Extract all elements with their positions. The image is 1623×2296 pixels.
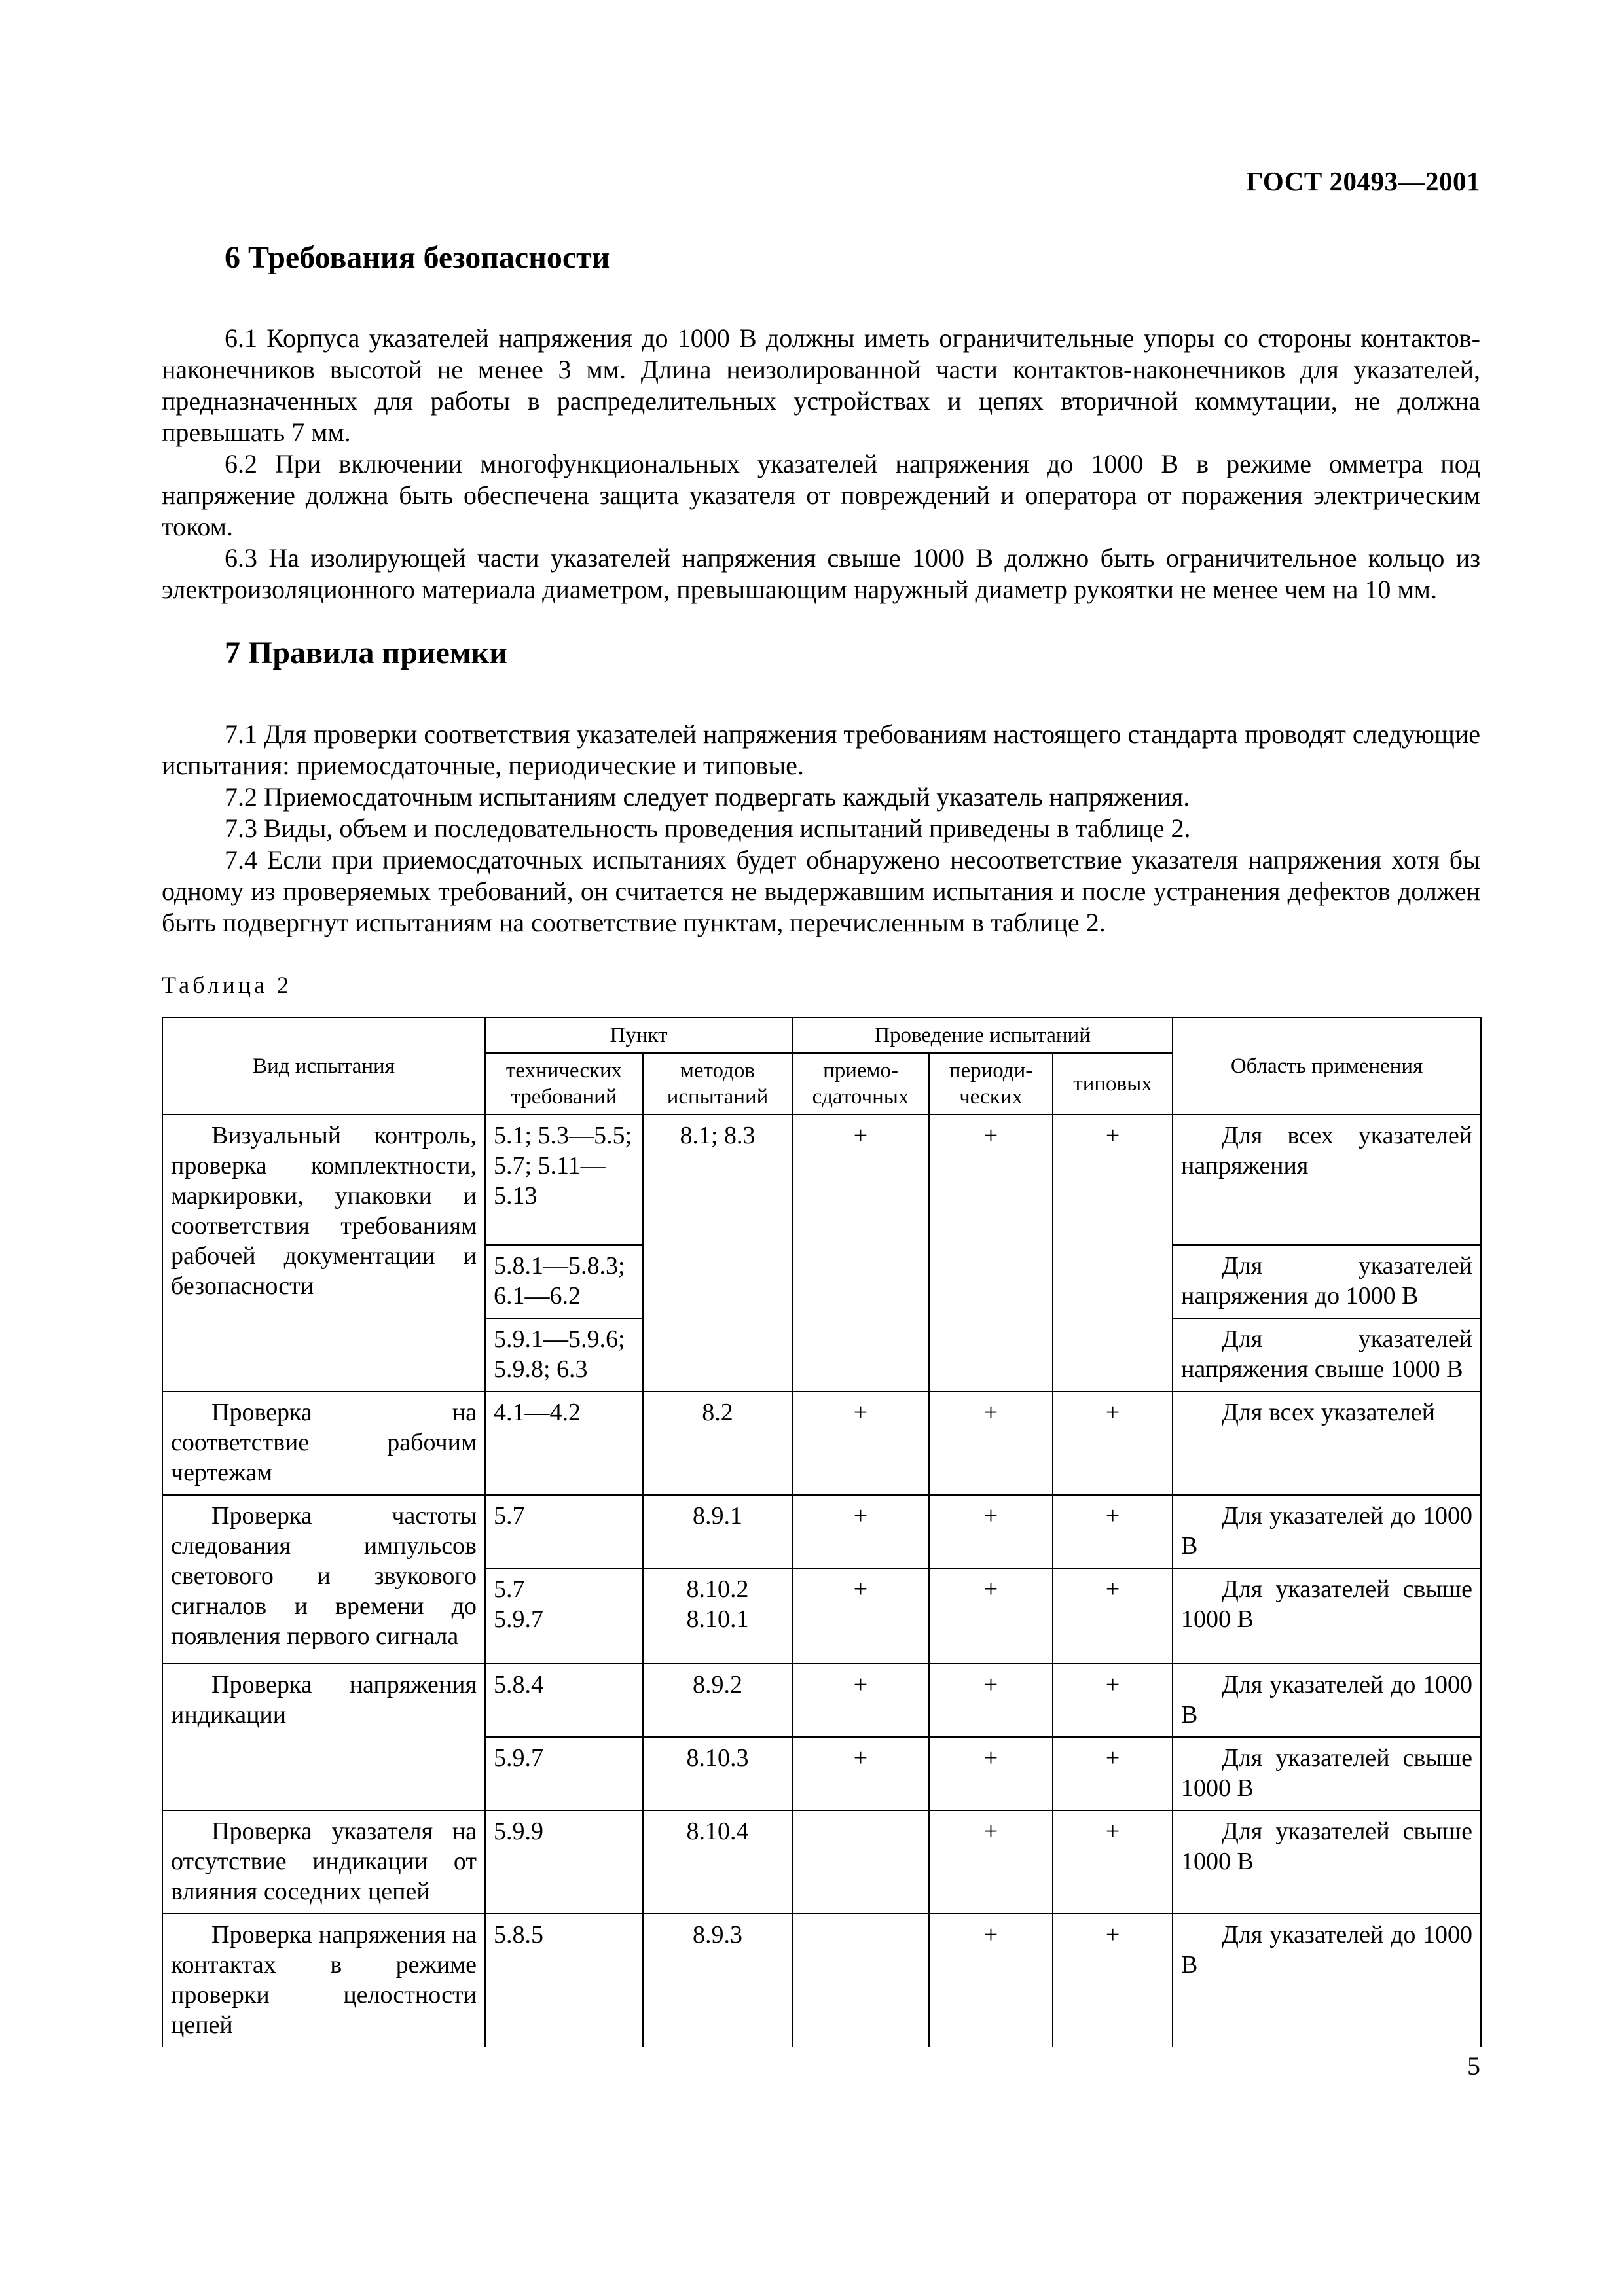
paragraph-7-2: 7.2 Приемосдаточным испытаниям следует подвергать каждый указатель напряжения. bbox=[225, 782, 1190, 812]
tech-cell: 5.8.5 bbox=[485, 1914, 643, 2047]
periodic-cell: + bbox=[929, 1391, 1053, 1495]
area-cell: Для указателей свыше 1000 В bbox=[1173, 1810, 1481, 1914]
methods-cell: 8.9.1 bbox=[643, 1495, 792, 1568]
tech-line: 5.9.7 bbox=[494, 1605, 543, 1634]
tests-table bbox=[162, 1017, 1482, 2047]
header-application-area: Область применения bbox=[1173, 1018, 1481, 1115]
section-6-body bbox=[162, 323, 1480, 605]
periodic-cell: + bbox=[929, 1664, 1053, 1737]
paragraph-6-3: 6.3 На изолирующей части указателей напряжения свыше 1000 В должно быть ограничительное кольцо из электроизоляционного материала диаметром, превышающим наружный диаметр рукоятки не менее чем на 10 мм. bbox=[162, 543, 1480, 604]
tech-cell bbox=[485, 1568, 643, 1664]
type-cell: + bbox=[1053, 1737, 1173, 1810]
type-cell: + bbox=[1053, 1115, 1173, 1391]
tech-cell: 5.9.7 bbox=[485, 1737, 643, 1810]
document-code: ГОСТ 20493—2001 bbox=[1246, 166, 1480, 196]
acceptance-cell: + bbox=[792, 1495, 929, 1568]
acceptance-cell: + bbox=[792, 1664, 929, 1737]
methods-line: 8.10.1 bbox=[686, 1605, 749, 1634]
paragraph-7-4: 7.4 Если при приемосдаточных испытаниях будет обнаружено несоответствие указателя напряжения хотя бы одному из проверяемых требований, он считается не выдержавшим испытания и после устранения дефектов должен быть подвергнут испытаниям на соответствие пунктам, перечисленным в таблице 2. bbox=[162, 845, 1480, 938]
type-cell: + bbox=[1053, 1914, 1173, 2047]
header-type-tests: типовых bbox=[1053, 1053, 1173, 1115]
test-type-cell: Проверка на соответствие рабочим чертежам bbox=[162, 1391, 485, 1495]
header-technical-requirements: технических требований bbox=[485, 1053, 643, 1115]
methods-cell: 8.2 bbox=[643, 1391, 792, 1495]
header-test-methods: методов испытаний bbox=[643, 1053, 792, 1115]
type-cell: + bbox=[1053, 1810, 1173, 1914]
test-type-cell: Проверка напряжения индикации bbox=[162, 1664, 485, 1810]
area-cell: Для указателей напряжения до 1000 В bbox=[1173, 1245, 1481, 1318]
table-header-row-1 bbox=[162, 1018, 1481, 1053]
methods-cell: 8.9.2 bbox=[643, 1664, 792, 1737]
methods-cell: 8.10.4 bbox=[643, 1810, 792, 1914]
table-row bbox=[162, 1391, 1481, 1495]
section-7-title: 7 Правила приемки bbox=[225, 635, 507, 670]
tech-cell: 5.9.1—5.9.6; 5.9.8; 6.3 bbox=[485, 1318, 643, 1391]
periodic-cell: + bbox=[929, 1914, 1053, 2047]
periodic-cell: + bbox=[929, 1495, 1053, 1568]
tech-line: 5.7 bbox=[494, 1575, 525, 1604]
area-cell: Для всех указателей bbox=[1173, 1391, 1481, 1495]
section-6-title: 6 Требования безопасности bbox=[225, 240, 610, 275]
area-cell: Для всех указателей напряжения bbox=[1173, 1115, 1481, 1245]
area-cell: Для указателей до 1000 В bbox=[1173, 1664, 1481, 1737]
table-row bbox=[162, 1810, 1481, 1914]
type-cell: + bbox=[1053, 1568, 1173, 1664]
test-type-cell: Проверка частоты следования импульсов светового и звукового сигналов и времени до появления первого сигнала bbox=[162, 1495, 485, 1664]
area-cell: Для указателей до 1000 В bbox=[1173, 1495, 1481, 1568]
area-cell: Для указателей напряжения свыше 1000 В bbox=[1173, 1318, 1481, 1391]
periodic-cell: + bbox=[929, 1737, 1053, 1810]
table-row bbox=[162, 1914, 1481, 2047]
acceptance-cell bbox=[792, 1914, 929, 2047]
table-row bbox=[162, 1115, 1481, 1245]
table-caption: Таблица 2 bbox=[162, 972, 292, 999]
tech-cell: 5.8.1—5.8.3; 6.1—6.2 bbox=[485, 1245, 643, 1318]
tech-cell: 5.7 bbox=[485, 1495, 643, 1568]
type-cell: + bbox=[1053, 1391, 1173, 1495]
methods-cell bbox=[643, 1568, 792, 1664]
area-cell: Для указателей свыше 1000 В bbox=[1173, 1568, 1481, 1664]
periodic-cell: + bbox=[929, 1115, 1053, 1391]
header-tests: Проведение испытаний bbox=[792, 1018, 1173, 1053]
test-type-cell: Проверка указателя на отсутствие индикации от влияния соседних цепей bbox=[162, 1810, 485, 1914]
header-acceptance: приемо-сдаточных bbox=[792, 1053, 929, 1115]
acceptance-cell: + bbox=[792, 1568, 929, 1664]
test-type-cell: Визуальный контроль, проверка комплектности, маркировки, упаковки и соответствия требованиям рабочей документации и безопасности bbox=[162, 1115, 485, 1391]
tech-cell: 5.8.4 bbox=[485, 1664, 643, 1737]
methods-line: 8.10.2 bbox=[686, 1575, 749, 1604]
paragraph-7-1: 7.1 Для проверки соответствия указателей напряжения требованиям настоящего стандарта проводят следующие испытания: приемосдаточные, периодические и типовые. bbox=[162, 719, 1480, 781]
paragraph-6-1: 6.1 Корпуса указателей напряжения до 1000 В должны иметь ограничительные упоры со стороны контактов-наконечников высотой не менее 3 мм. Длина неизолированной части контактов-наконечников для указателей, предназначенных для работы в распределительных устройствах и цепях вторичной коммутации, не должна превышать 7 мм. bbox=[162, 323, 1480, 447]
acceptance-cell: + bbox=[792, 1737, 929, 1810]
tech-cell: 5.1; 5.3—5.5; 5.7; 5.11—5.13 bbox=[485, 1115, 643, 1245]
periodic-cell: + bbox=[929, 1568, 1053, 1664]
periodic-cell: + bbox=[929, 1810, 1053, 1914]
tech-cell: 4.1—4.2 bbox=[485, 1391, 643, 1495]
tech-cell: 5.9.9 bbox=[485, 1810, 643, 1914]
area-cell: Для указателей до 1000 В bbox=[1173, 1914, 1481, 2047]
area-cell: Для указателей свыше 1000 В bbox=[1173, 1737, 1481, 1810]
acceptance-cell: + bbox=[792, 1391, 929, 1495]
header-clause: Пункт bbox=[485, 1018, 792, 1053]
acceptance-cell bbox=[792, 1810, 929, 1914]
paragraph-7-3: 7.3 Виды, объем и последовательность проведения испытаний приведены в таблице 2. bbox=[225, 814, 1191, 844]
acceptance-cell: + bbox=[792, 1115, 929, 1391]
page-number: 5 bbox=[1467, 2051, 1480, 2081]
header-periodic: периоди-ческих bbox=[929, 1053, 1053, 1115]
type-cell: + bbox=[1053, 1664, 1173, 1737]
methods-cell: 8.9.3 bbox=[643, 1914, 792, 2047]
methods-cell: 8.10.3 bbox=[643, 1737, 792, 1810]
paragraph-6-2: 6.2 При включении многофункциональных указателей напряжения до 1000 В в режиме омметра под напряжение должна быть обеспечена защита указателя от повреждений и оператора от поражения электрическим током. bbox=[162, 448, 1480, 541]
methods-cell: 8.1; 8.3 bbox=[643, 1115, 792, 1391]
test-type-cell: Проверка напряжения на контактах в режиме проверки целостности цепей bbox=[162, 1914, 485, 2047]
table-row bbox=[162, 1664, 1481, 1737]
header-test-type: Вид испытания bbox=[162, 1018, 485, 1115]
page-content bbox=[162, 232, 1480, 2047]
section-7-body bbox=[162, 719, 1480, 939]
table-row bbox=[162, 1495, 1481, 1568]
type-cell: + bbox=[1053, 1495, 1173, 1568]
